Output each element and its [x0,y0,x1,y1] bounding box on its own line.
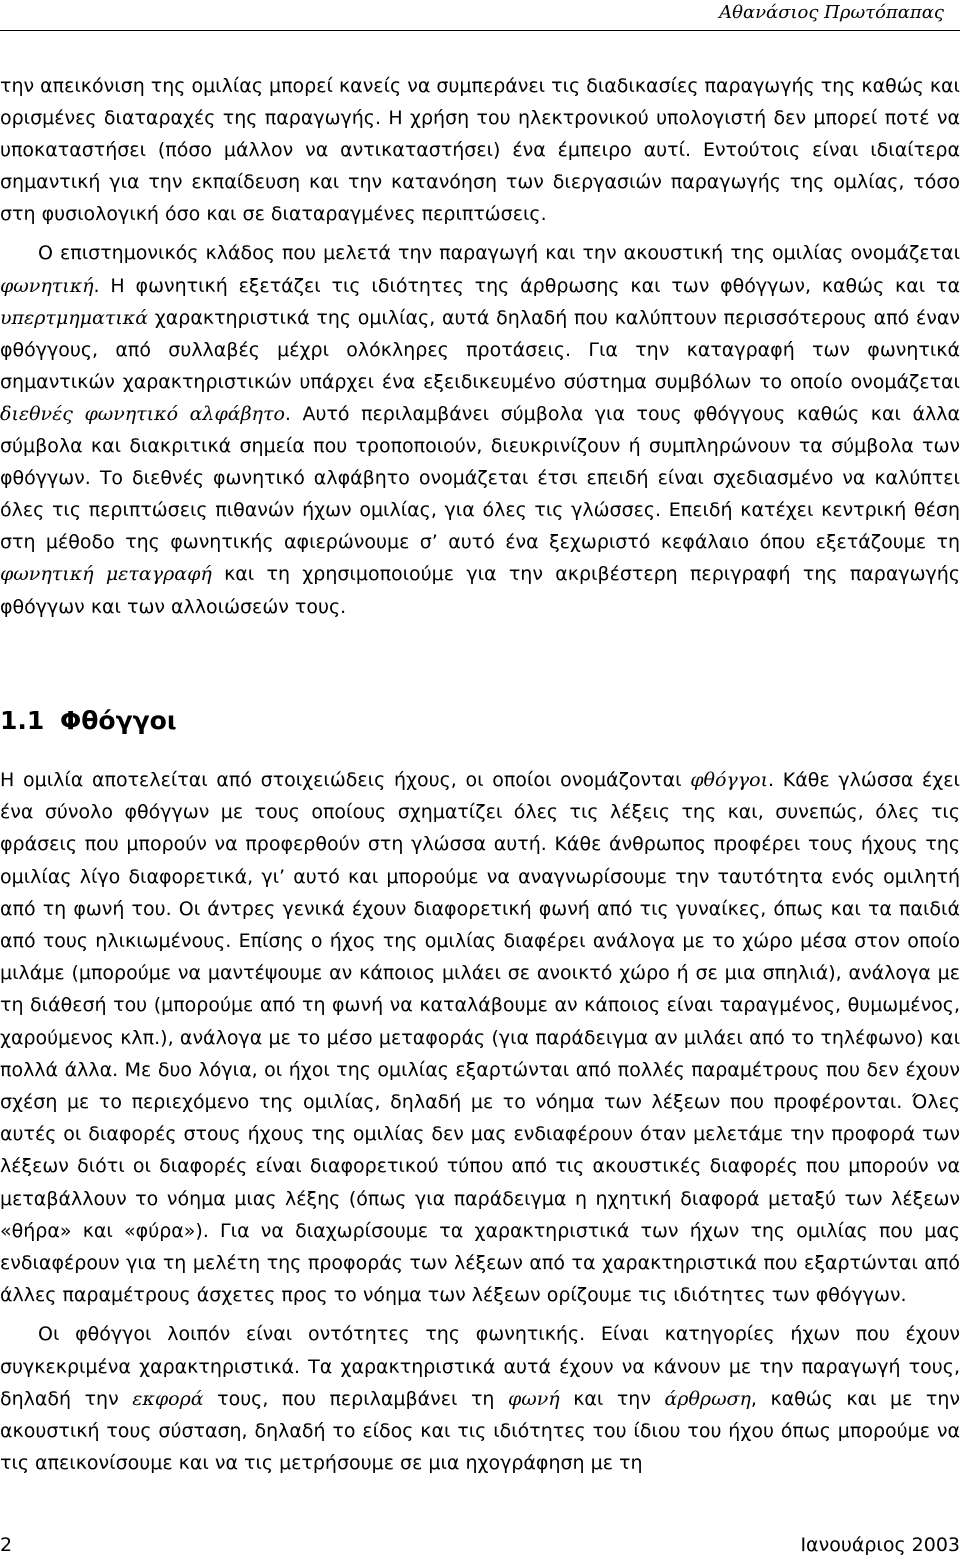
term-phonetic-transcription: φωνητική μεταγραφή [0,563,212,586]
paragraph-4: Οι φθόγγοι λοιπόν είναι οντότητες της φωνητικής. Είναι κατηγορίες ήχων που έχουν συγκεκριμένα χαρακτηριστικά. Τα χαρακτηριστικά αυτά έχουν να κάνουν με την παραγωγή τους, δηλαδή την εκφορά τους, που περιλαμβάνει τη φωνή και την άρθρωση, καθώς και με την ακουστική τους σύσταση, δηλαδή το είδος και τις ιδιότητες του ίδιου του ήχου όπως μπορούμε να τις απεικονίσουμε και να τις μετρήσουμε σε μια ηχογράφηση με τη [0,1323,960,1475]
page-number: 2 [0,1534,13,1556]
body-text-section [0,764,960,1479]
running-header: Αθανάσιος Πρωτόπαπας [719,2,944,23]
paragraph-2: Ο επιστημονικός κλάδος που μελετά την παραγωγή και την ακουστική της ομιλίας ονομάζεται φωνητική. Η φωνητική εξετάζει τις ιδιότητες της άρθρωσης και των φθόγγων, καθώς και τα υπερτμηματικά χαρακτηριστικά της ομιλίας, αυτά δηλαδή που καλύπτουν περισσότερους από έναν φθόγγους, από συλλαβές μέχρι ολόκληρες προτάσεις. Για την καταγραφή των φωνητικά σημαντικών χαρακτηριστικών υπάρχει ένα εξειδικευμένο σύστημα συμβόλων το οποίο ονομάζεται διεθνές φωνητικό αλφάβητο. Αυτό περιλαμβάνει σύμβολα για τους φθόγγους καθώς και άλλα σύμβολα και διακριτικά σημεία που τροποποιούν, διευκρινίζουν ή συμπληρώνουν τα σύμβολα των φθόγγων. Το διεθνές φωνητικό αλφάβητο ονομάζεται έτσι επειδή είναι σχεδιασμένο να καλύπτει όλες τις περιπτώσεις πιθανών ήχων ομιλίας, για όλες τις γλώσσες. Επειδή κατέχει κεντρική θέση στη μέθοδο της φωνητικής αφιερώνουμε σ’ αυτό ένα ξεχωριστό κεφάλαιο όπου εξετάζουμε τη φωνητική μεταγραφή και τη χρησιμοποιούμε για την ακριβέστερη περιγραφή της παραγωγής φθόγγων και των αλλοιώσεών τους. [0,242,960,618]
term-suprasegmental: υπερτμηματικά [0,306,149,329]
body-text-top [0,70,960,623]
term-ekfora: εκφορά [132,1387,204,1410]
footer-date: Ιανουάριος 2003 [800,1534,960,1556]
paragraph-3: Η ομιλία αποτελείται από στοιχειώδεις ήχους, οι οποίοι ονομάζονται φθόγγοι. Κάθε γλώσσα έχει ένα σύνολο φθόγγων με τους οποίους σχηματίζει όλες τις λέξεις της και, συνεπώς, όλες τις φράσεις που μπορούν να προφερθούν στη γλώσσα αυτή. Κάθε άνθρωπος προφέρει τους ήχους της ομιλίας λίγο διαφορετικά, γι’ αυτό και μπορούμε να αναγνωρίσουμε την ταυτότητα ενός ομιλητή από τη φωνή του. Οι άντρες γενικά έχουν διαφορετική φωνή από τις γυναίκες, όπως και τα παιδιά από τους ηλικιωμένους. Επίσης ο ήχος της ομιλίας διαφέρει ανάλογα με το χώρο μέσα στον οποίο μιλάμε (μπορούμε να μαντέψουμε αν κάποιος μιλάει σε ανοικτό χώρο ή σε μια σπηλιά), ανάλογα με τη διάθεσή του (μπορούμε από τη φωνή να καταλάβουμε αν κάποιος είναι ταραγμένος, θυμωμένος, χαρούμενος κλπ.), ανάλογα με το μέσο μεταφοράς (για παράδειγμα αν μιλάει από το τηλέφωνο) και πολλά άλλα. Με δυο λόγια, οι ήχοι της ομιλίας εξαρτώνται από πολλές παραμέτρους που δεν έχουν σχέση με το περιεχόμενο της ομιλίας, δηλαδή με το νόημα των λέξεων που προφέρονται. Όλες αυτές οι διαφορές στους ήχους της ομιλίας δεν μας ενδιαφέρουν όταν μελετάμε την προφορά των λέξεων διότι οι διαφορές είναι διαφορετικού τύπου από τις ακουστικές διαφορές που μπορούν να μεταβάλλουν το νόημα μιας λέξης (όπως για παράδειγμα η ηχητική διαφορά μεταξύ των λέξεων «θήρα» και «φύρα»). Για να διαχωρίσουμε τα χαρακτηριστικά των ήχων της ομιλίας που μας ενδιαφέρουν για τη μελέτη της προφοράς των λέξεων από τα χαρακτηριστικά που εξαρτώνται από άλλες παραμέτρους άσχετες προς το νόημα των λέξεων ορίζουμε τις ιδιότητες των φθόγγων. [0,769,960,1307]
section-title: Φθόγγοι [60,706,177,735]
header-rule [0,30,960,31]
section-heading [0,706,177,735]
term-articulation: άρθρωση [664,1387,751,1410]
term-ipa: διεθνές φωνητικό αλφάβητο [0,402,285,425]
term-phonetics: φωνητική [0,274,94,297]
paragraph-1: την απεικόνιση της ομιλίας μπορεί κανείς να συμπεράνει τις διαδικασίες παραγωγής της καθώς και ορισμένες διαταραχές της παραγωγής. Η χρήση του ηλεκτρονικού υπολογιστή δεν μπορεί ποτέ να υποκαταστήσει (πόσο μάλλον να αντικαταστήσει) ένα έμπειρο αυτί. Εντούτοις είναι ιδιαίτερα σημαντική για την εκπαίδευση και την κατανόηση των διεργασιών παραγωγής της ομλίας, τόσο στη φυσιολογική όσο και σε διαταραγμένες περιπτώσεις. [0,75,960,226]
term-voice: φωνή [507,1387,560,1410]
section-number: 1.1 [0,706,45,735]
term-phthongs: φθόγγοι [690,769,769,791]
